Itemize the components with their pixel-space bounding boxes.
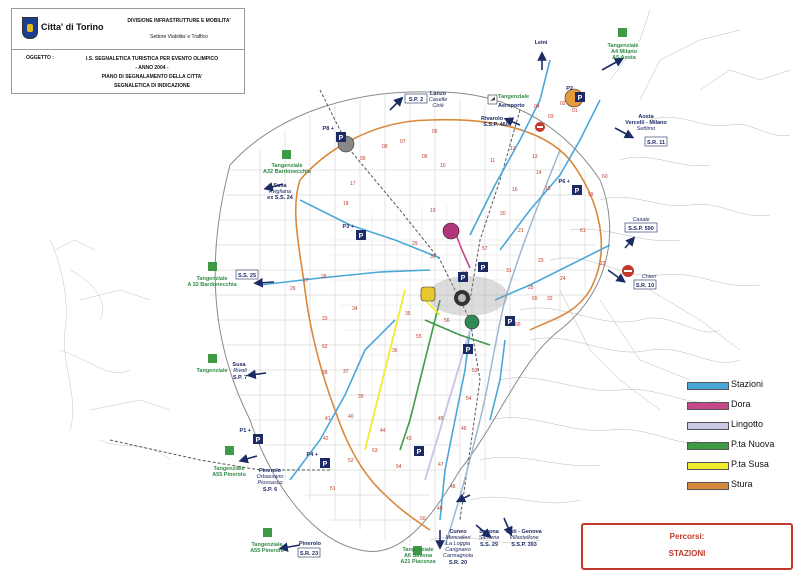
route-number-label: 35 (405, 311, 411, 317)
parking-label: P1 + (239, 428, 251, 434)
parking-label: P6 + (558, 179, 570, 185)
title-block-top (12, 9, 244, 50)
object-label: OGGETTO : (26, 55, 54, 61)
route-number-label: 53 (472, 368, 478, 374)
sp2-label: S.P. 2 (408, 97, 424, 103)
svg-text:Moncalieri: Moncalieri (445, 535, 471, 541)
porta-nuova-marker-icon (465, 315, 479, 329)
leini-label: Leinì (534, 40, 548, 46)
susa-s-label: Susa (232, 362, 246, 368)
legend-swatch (687, 402, 729, 410)
route-number-label: 42 (323, 436, 329, 442)
cuneo-label: Cuneo (449, 529, 467, 535)
parking-letter: P (574, 188, 580, 195)
legend-swatch (687, 462, 729, 470)
legend-label: Dora (731, 399, 751, 409)
route-number-label: 41 (325, 416, 331, 422)
legend-label: P.ta Susa (731, 459, 769, 469)
parking-letter: P (507, 319, 513, 326)
route-number-label: 22 (600, 261, 606, 267)
airport-icon (488, 95, 497, 104)
po-river (445, 150, 560, 545)
chieri-label: Chieri (641, 274, 657, 280)
route-number-label: 08 (382, 144, 388, 150)
route-number-label: 48 (450, 484, 456, 490)
route-number-label: 49 (437, 506, 443, 512)
tang-sw-label: Tangenziale (196, 368, 228, 374)
asti-label: Asti - Genova (506, 529, 542, 535)
route-number-label: 15 (545, 186, 551, 192)
legend-item-stazioni (687, 378, 787, 392)
parking-badge (559, 179, 582, 195)
route-number-label: 32 (547, 296, 553, 302)
route-number-label: 12 (510, 146, 516, 152)
legend-swatch (687, 442, 729, 450)
route-number-label: 63 (372, 448, 378, 454)
parking-label: P4 + (306, 452, 318, 458)
legend-item-dora (687, 398, 787, 412)
svg-text:A6 Savona: A6 Savona (403, 553, 433, 559)
route-number-label: 50 (420, 516, 426, 522)
parking-letter: P (255, 437, 261, 444)
route-number-label: 29 (412, 241, 418, 247)
route-number-label: 27 (303, 278, 309, 284)
tang-a21-label: Tangenziale (402, 547, 434, 553)
susa-n-label: Susa (273, 183, 287, 189)
route-number-label: 06 (422, 154, 428, 160)
tang-a32-label: Tangenziale (271, 163, 303, 169)
pinerolo-label: Pinerolo (258, 468, 282, 474)
svg-text:A21 Piacenza: A21 Piacenza (400, 559, 436, 565)
svg-text:ex S.S. 24: ex S.S. 24 (267, 195, 293, 201)
svg-text:S.P. 6: S.P. 6 (262, 487, 278, 493)
route-number-label: 28 (321, 274, 327, 280)
svg-text:S.S.P. 393: S.S.P. 393 (511, 542, 537, 548)
lanzo-label: Lanzo (430, 91, 446, 97)
title-block (11, 8, 245, 94)
ss25-label: S.S. 25 (237, 273, 257, 279)
legend-swatch (687, 482, 729, 490)
svg-text:Villastellone: Villastellone (509, 535, 539, 541)
parking-letter: P (416, 449, 422, 456)
sr10-label: S.R. 10 (635, 283, 655, 289)
legend-label: P.ta Nuova (731, 439, 775, 449)
route-number-label: 09 (360, 156, 366, 162)
legend-item-ptasusa (687, 458, 787, 472)
center-roundabout-icon (454, 290, 470, 306)
svg-text:A55 Pinerolo: A55 Pinerolo (212, 472, 246, 478)
aosta-label: Aosta (638, 114, 654, 120)
rivarolo-label: Rivarolo (480, 116, 504, 122)
route-number-label: 66 (515, 322, 521, 328)
parking-badge (505, 316, 515, 326)
route-number-label: 17 (350, 181, 356, 187)
legend-swatch (687, 382, 729, 390)
division-name: DIVISIONE INFRASTRUTTURE E MOBILITA' (127, 18, 231, 24)
dora-marker-icon (443, 223, 459, 239)
route-number-label: 65 (532, 296, 538, 302)
svg-text:Carignano: Carignano (445, 547, 471, 553)
route-number-label: 64 (396, 464, 402, 470)
percorsi-value: STAZIONI (668, 549, 706, 558)
route-number-label: 60 (602, 174, 608, 180)
route-number-label: 57 (482, 246, 488, 252)
route-number-label: 20 (500, 211, 506, 217)
route-number-label: 30 (430, 254, 436, 260)
city-coat-of-arms-icon (22, 17, 38, 39)
svg-text:La Loggia: La Loggia (445, 541, 471, 547)
percorsi-title: Percorsi: (669, 532, 705, 541)
route-number-label: 18 (343, 201, 349, 207)
route-number-label: 05 (432, 129, 438, 135)
porta-susa-marker-icon (421, 287, 435, 301)
svg-text:S.S. 29: S.S. 29 (479, 542, 499, 548)
aeroporto-label: Aeroporto (498, 103, 525, 109)
parking-label: P8 + (322, 126, 334, 132)
parking-badge (458, 272, 468, 282)
legend-swatch (687, 422, 729, 430)
svg-text:A55 Pinerolo: A55 Pinerolo (250, 548, 284, 554)
route-number-label: 52 (348, 458, 354, 464)
no-entry-icon (535, 122, 634, 277)
route-number-label: 13 (532, 154, 538, 160)
object-line: I.S. SEGNALETICA TURISTICA PER EVENTO OLIMPICO (85, 56, 219, 62)
parking-letter: P (465, 347, 471, 354)
route-number-label: 44 (380, 428, 386, 434)
casale-label: Casale (632, 217, 650, 223)
legend-label: Lingotto (731, 419, 764, 429)
tang-aero-label: Tangenziale (498, 94, 530, 100)
svg-text:Avigliana: Avigliana (268, 189, 292, 195)
sector-name: Settore Viabilita' e Traffico (150, 34, 208, 40)
parking-letter: P (338, 135, 344, 142)
route-number-label: 36 (392, 348, 398, 354)
tang-a4-label: Tangenziale (607, 43, 639, 49)
object-line: - ANNO 2004 - (135, 65, 169, 71)
svg-text:Orbassano: Orbassano (256, 474, 284, 480)
route-number-label: 14 (536, 170, 542, 176)
route-number-label: 26 (290, 286, 296, 292)
svg-text:Santena: Santena (478, 535, 500, 541)
route-number-label: 34 (352, 306, 358, 312)
route-number-label: 31 (506, 268, 512, 274)
svg-text:S.P. 7: S.P. 7 (232, 375, 248, 381)
city-name: Citta' di Torino (41, 22, 104, 32)
legend-item-ptanuova (687, 438, 787, 452)
legend-item-stura (687, 478, 787, 492)
tang-a55-label: Tangenziale (213, 466, 245, 472)
route-number-label: 25 (528, 285, 534, 291)
route-number-label: 10 (440, 163, 446, 169)
route-number-label: 45 (438, 416, 444, 422)
parking-badge (463, 344, 473, 354)
route-number-label: 62 (322, 344, 328, 350)
svg-text:A5 Aosta: A5 Aosta (612, 55, 636, 61)
legend-label: Stazioni (731, 379, 764, 389)
tang-a32w-label: Tangenziale (196, 276, 228, 282)
svg-text:A4 Milano: A4 Milano (611, 49, 637, 55)
parking-badge (240, 428, 263, 444)
object-line: PIANO DI SEGNALAMENTO DELLA CITTA' (101, 74, 203, 80)
route-number-label: 24 (560, 276, 566, 282)
route-number-label: 47 (438, 462, 444, 468)
parking-label: P3 + (342, 224, 354, 230)
route-number-label: 43 (406, 436, 412, 442)
route-number-label: 19 (430, 208, 436, 214)
route-number-label: 16 (512, 187, 518, 193)
svg-text:Settimo: Settimo (636, 126, 656, 132)
savona-label: Savona (479, 529, 499, 535)
parking-letter: P (480, 265, 486, 272)
percorsi-box (581, 523, 793, 570)
route-number-label: 39 (358, 394, 364, 400)
ssp590-label: S.S.P. 590 (628, 226, 654, 232)
parking-badge (323, 126, 346, 142)
route-number-label: 59 (588, 192, 594, 198)
route-number-label: 03 (548, 114, 554, 120)
svg-text:Piossasco: Piossasco (257, 480, 283, 486)
route-number-label: 01 (572, 108, 578, 114)
route-dora (455, 232, 470, 268)
route-number-label: 33 (322, 316, 328, 322)
route-number-label: 37 (343, 369, 349, 375)
route-number-label: 23 (538, 258, 544, 264)
svg-text:S.R. 20: S.R. 20 (448, 560, 468, 566)
object-line: SEGNALETICA DI INDICAZIONE (114, 83, 190, 89)
legend-label: Stura (731, 479, 753, 489)
route-number-label: 40 (348, 414, 354, 420)
parking-letter: P (460, 275, 466, 282)
route-number-label: 46 (461, 426, 467, 432)
legend-item-lingotto (687, 418, 787, 432)
route-number-label: 21 (518, 228, 524, 234)
parking-label: P2 (566, 86, 573, 92)
route-number-label: 61 (580, 228, 586, 234)
object-text (64, 55, 240, 91)
route-number-label: 54 (466, 396, 472, 402)
svg-text:Ciriè: Ciriè (432, 103, 444, 109)
svg-text:A32 Bardonecchia: A32 Bardonecchia (263, 169, 311, 175)
svg-text:Rivoli: Rivoli (233, 368, 247, 374)
route-number-label: 38 (322, 370, 328, 376)
street-grid-dense (330, 205, 520, 440)
svg-text:A 32 Bardonecchia: A 32 Bardonecchia (187, 282, 237, 288)
west-outskirts (50, 240, 170, 460)
svg-text:Vercelli - Milano: Vercelli - Milano (625, 120, 667, 126)
parking-letter: P (358, 233, 364, 240)
route-number-label: 04 (534, 104, 540, 110)
svg-text:Carmagnola: Carmagnola (443, 553, 473, 559)
svg-text:S.S.P. 460: S.S.P. 460 (483, 122, 509, 128)
parking-badge (414, 446, 424, 456)
parking-badge (478, 262, 488, 272)
route-number-label: 02 (560, 101, 566, 107)
sr11-label: S.R. 11 (646, 140, 666, 146)
sr23-label: Pinerolo (298, 541, 322, 547)
svg-text:Caselle: Caselle (428, 97, 448, 103)
route-number-label: 55 (416, 334, 422, 340)
route-number-label: 51 (330, 486, 336, 492)
route-number-label: 11 (490, 158, 496, 164)
route-number-label: 56 (444, 318, 450, 324)
parking-letter: P (322, 461, 328, 468)
svg-text:S.R. 23: S.R. 23 (299, 551, 319, 557)
route-number-label: 07 (400, 139, 406, 145)
tang-a55s-label: Tangenziale (251, 542, 283, 548)
parking-letter: P (577, 95, 583, 102)
